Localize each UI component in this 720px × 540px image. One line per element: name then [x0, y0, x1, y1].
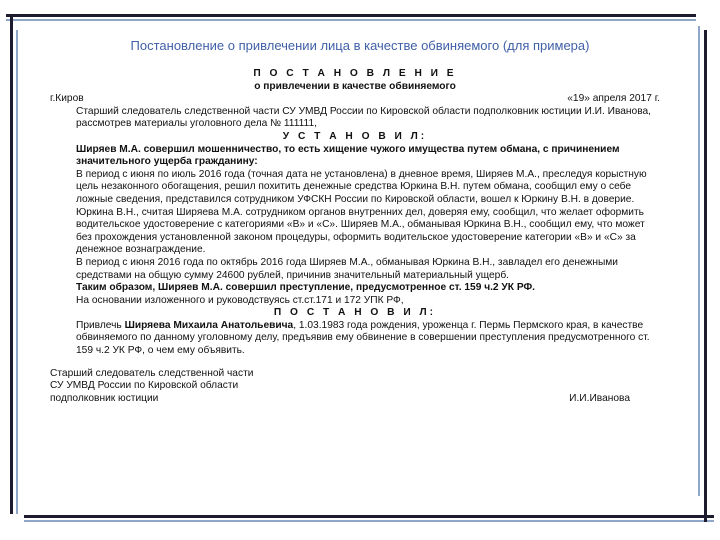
document-city: г.Киров: [50, 93, 84, 105]
resolution-rest: , 1.03.1983 года рождения, уроженца г. Пермь Пермского края, в качестве обвиняемого по данному уголовному делу, предъявив ему обвинение в совершении преступления предусмотренного ст. 159 ч.2 УК РФ, о чем ему объявить.: [76, 319, 650, 357]
basis-paragraph: На основании изложенного и руководствуясь ст.ст.171 и 172 УПК РФ,: [76, 294, 404, 306]
frame-left-light-line: [16, 30, 18, 514]
signature-line-3-row: [50, 393, 660, 406]
signature-line-3: подполковник юстиции: [50, 392, 159, 404]
frame-bottom-light-line: [24, 520, 714, 522]
signature-name: И.И.Иванова: [569, 392, 630, 404]
resolved-heading: П О С Т А Н О В И Л:: [273, 307, 437, 319]
established-heading: У С Т А Н О В И Л:: [282, 130, 428, 142]
accused-name: Ширяева Михаила Анатольевича: [124, 319, 294, 331]
finding-paragraph: Ширяев М.А. совершил мошенничество, то есть хищение чужого имущества путем обмана, с причинением значительного ущерба гражданину:: [76, 143, 620, 168]
signature-block: [50, 368, 660, 406]
intro-paragraph: Старший следователь следственной части СУ УМВД России по Кировской области подполковник юстиции И.И. Иванова, рассмотрев материалы уголовного дела № 111111,: [76, 105, 652, 130]
signature-line-2: СУ УМВД России по Кировской области: [50, 380, 239, 392]
document-body: [50, 68, 660, 405]
frame-right-light-line: [698, 26, 700, 496]
facts-paragraph-2: В период с июня 2016 года по октябрь 2016 года Ширяев М.А., обманывая Юркина В.Н., завладел его денежными средствами на общую сумму 24600 рублей, причинив значительный материальный ущерб.: [76, 256, 618, 281]
signature-line-1: Старший следователь следственной части: [50, 367, 254, 379]
document-date: «19» апреля 2017 г.: [567, 93, 660, 105]
slide-title: Постановление о привлечении лица в качестве обвиняемого (для примера): [130, 38, 590, 53]
resolution-paragraph: [50, 320, 660, 358]
place-date-row: [50, 93, 660, 106]
facts-paragraph-1: В период с июня по июль 2016 года (точная дата не установлена) в дневное время, Ширяев М.А., преследуя корыстную цель незаконного обогащения, решил похитить денежные средства Юркина В.Н. путем обмана, сообщил ему о себе ложные сведения, представился сотрудником УФСКН России по Кировской области, вошел к Юркину В.Н. в доверие. Юркина В.Н., считая Ширяева М.А. сотрудником органов внутренних дел, доверяя ему, сообщил, что желает оформить водительское удостоверение с категориями «В» и «С». Ширяев М.А., обманывая Юркина В.Н., сообщил ему, что может без прохождения установленной законом процедуры, оформить водительское удостоверение категории «В» и «С» за денежное вознаграждение.: [76, 168, 647, 256]
frame-left-dark-line: [10, 14, 13, 514]
frame-bottom-dark-line: [24, 515, 714, 518]
resolution-prefix: Привлечь: [76, 319, 125, 331]
frame-top-light-line: [6, 19, 696, 21]
document-subheading: о привлечении в качестве обвиняемого: [254, 80, 456, 92]
frame-top-dark-line: [6, 14, 696, 17]
conclusion-paragraph: Таким образом, Ширяев М.А. совершил преступление, предусмотренное ст. 159 ч.2 УК РФ.: [76, 282, 536, 294]
document-heading: П О С Т А Н О В Л Е Н И Е: [253, 68, 457, 79]
frame-right-dark-line: [704, 30, 707, 522]
